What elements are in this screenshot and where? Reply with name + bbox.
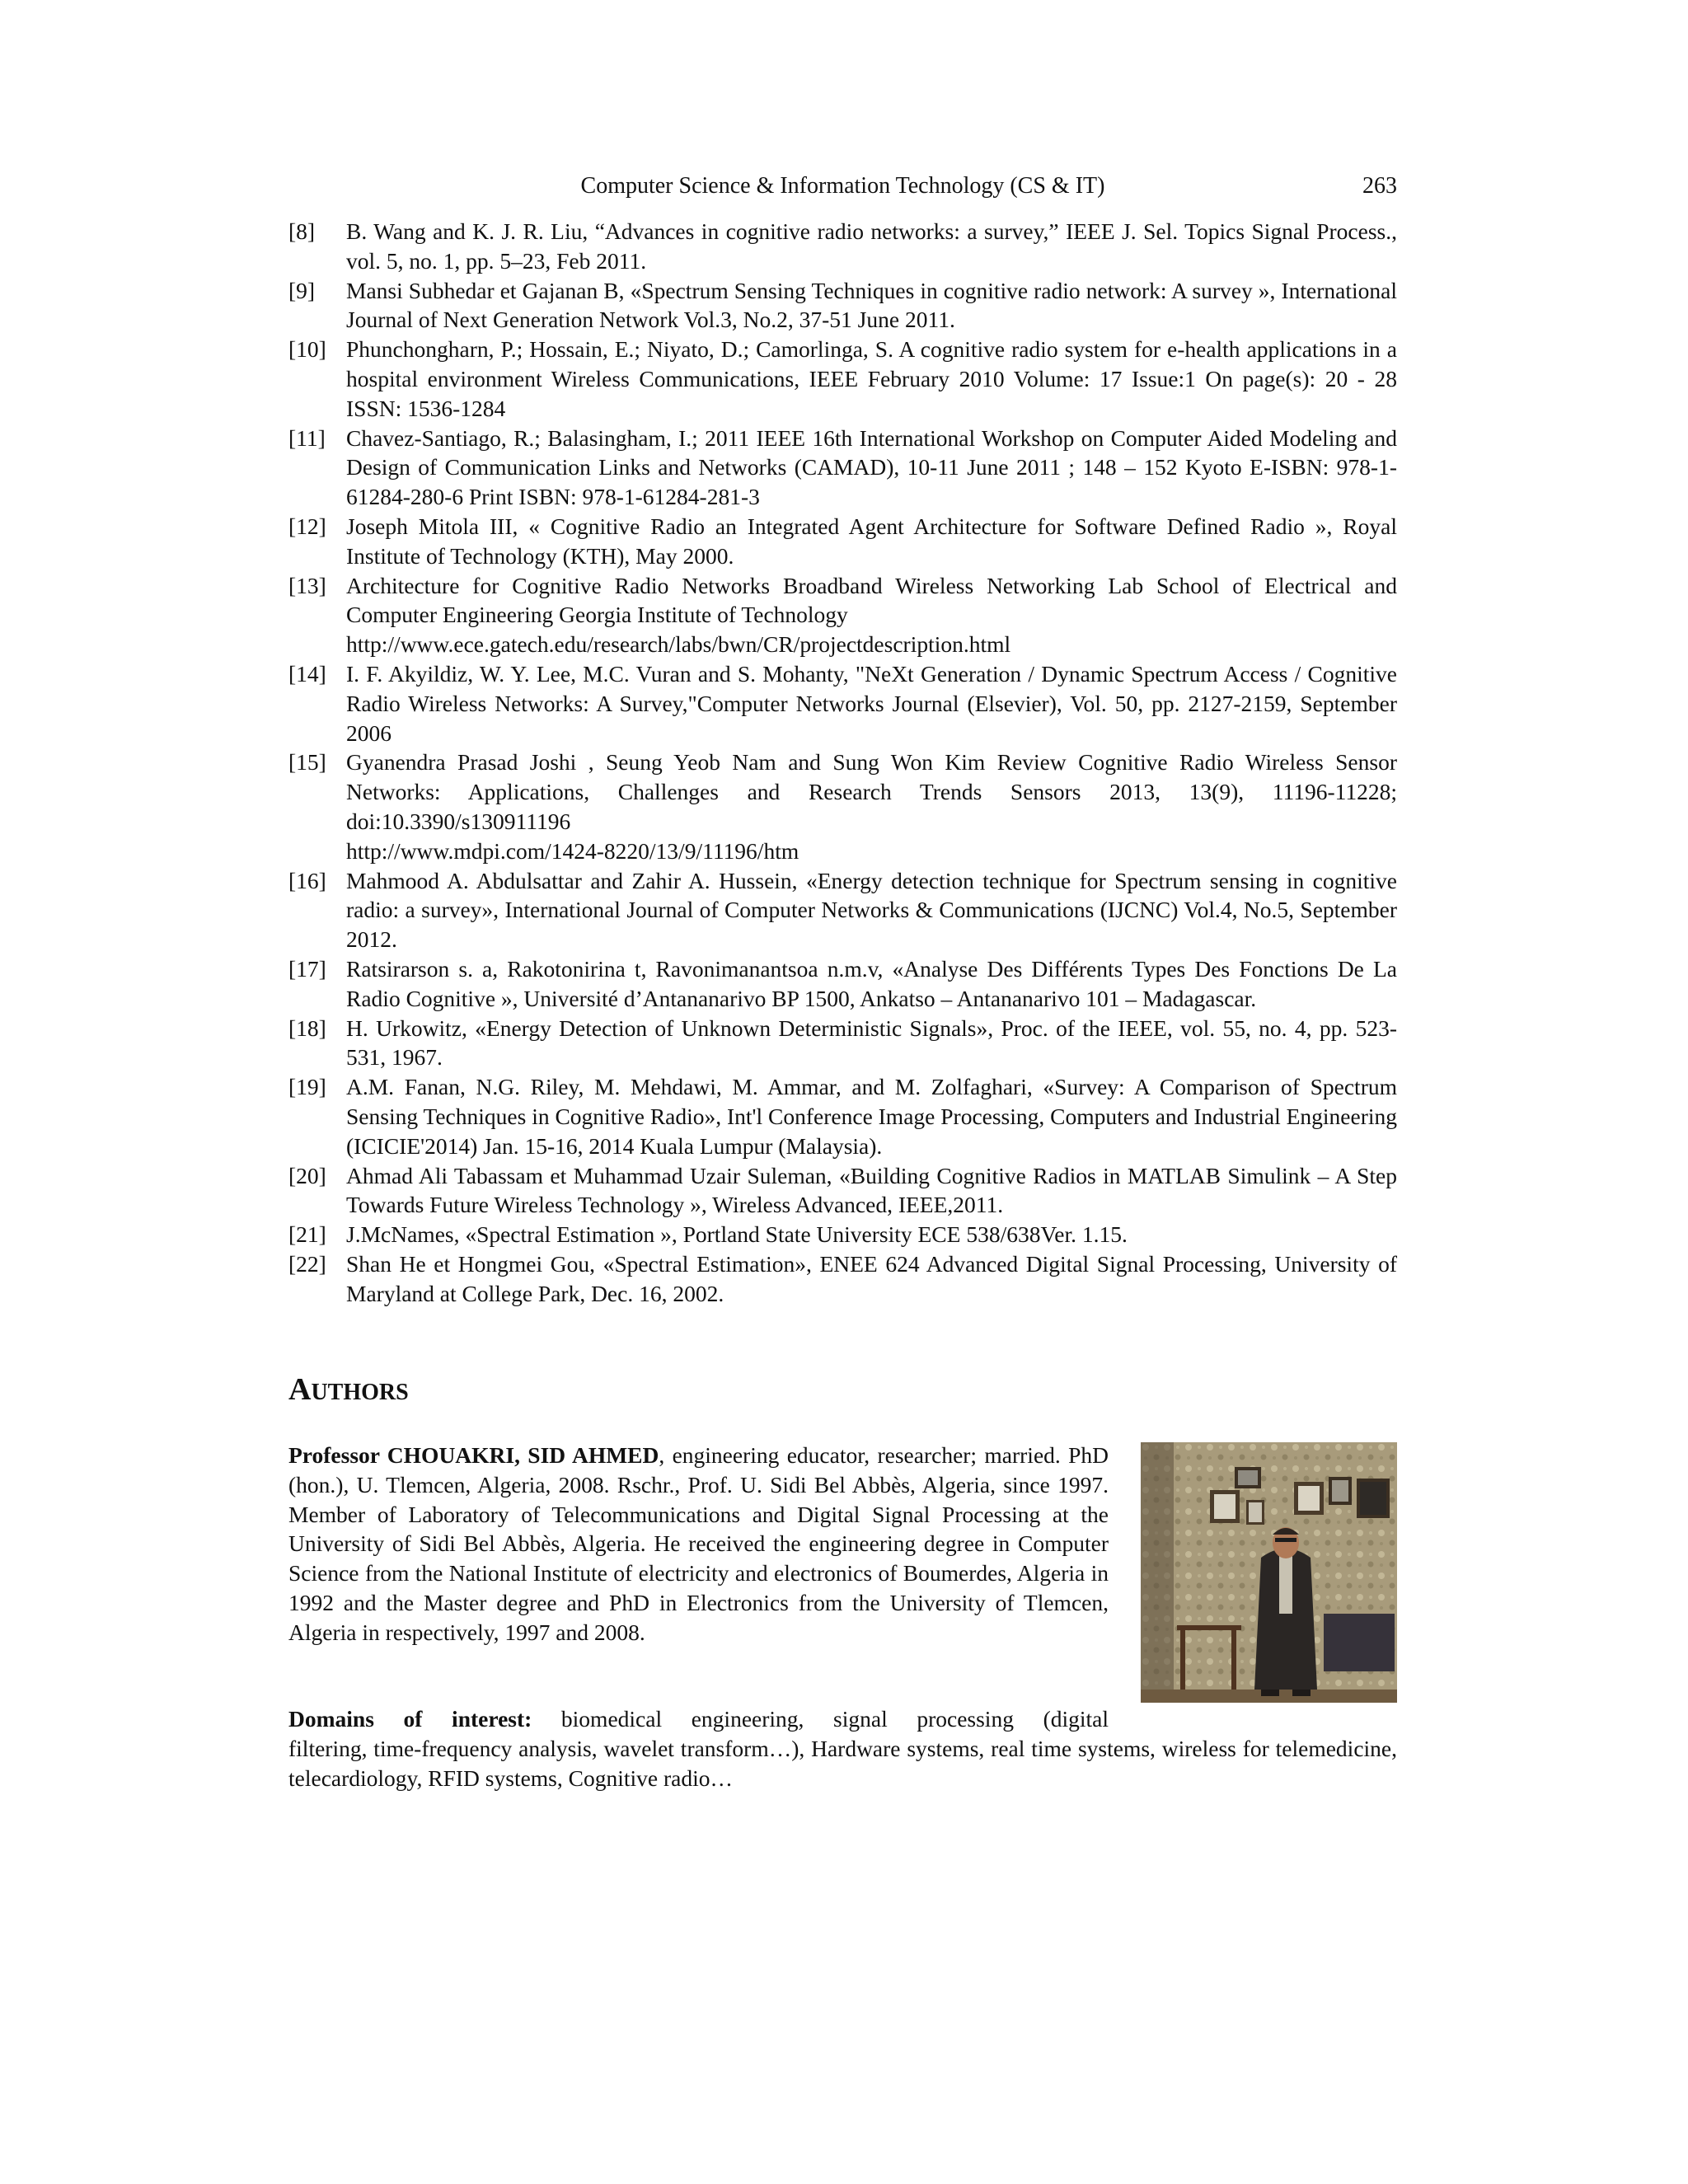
authors-heading-rest: UTHORS bbox=[311, 1380, 409, 1405]
reference-number: [11] bbox=[288, 424, 326, 451]
author-bio bbox=[288, 1441, 1109, 1647]
reference-text: Ahmad Ali Tabassam et Muhammad Uzair Suleman, «Building Cognitive Radios in MATLAB Simulink – A Step Towards Future Wireless Technology », Wireless Advanced, IEEE,2011. bbox=[346, 1162, 1397, 1218]
reference-entry bbox=[288, 424, 1397, 512]
reference-text: Phunchongharn, P.; Hossain, E.; Niyato, D.; Camorlinga, S. A cognitive radio system for e-health applications in a hospital environment Wireless Communications, IEEE February 2010 Volume: 17 Issue:1 On page(s): 20 - 28 ISSN: 1536-1284 bbox=[346, 336, 1397, 421]
reference-number: [12] bbox=[288, 513, 326, 539]
domains-of-interest bbox=[288, 1704, 1397, 1793]
reference-text: Joseph Mitola III, « Cognitive Radio an Integrated Agent Architecture for Software Defined Radio », Royal Institute of Technology (KTH), May 2000. bbox=[346, 513, 1397, 569]
reference-entry bbox=[288, 748, 1397, 865]
reference-number: [16] bbox=[288, 867, 326, 893]
reference-entry bbox=[288, 866, 1397, 954]
reference-text: A.M. Fanan, N.G. Riley, M. Mehdawi, M. Ammar, and M. Zolfaghari, «Survey: A Comparison of Spectrum Sensing Techniques in Cognitive Radio», Int'l Conference Image Processing, Computers and Industrial Engineering (ICICIE'2014) Jan. 15-16, 2014 Kuala Lumpur (Malaysia). bbox=[346, 1074, 1397, 1159]
reference-entry bbox=[288, 659, 1397, 748]
reference-number: [19] bbox=[288, 1074, 326, 1100]
domains-rest-text: filtering, time-frequency analysis, wavelet transform…), Hardware systems, real time systems, wireless for telemedicine, telecardiology, RFID systems, Cognitive radio… bbox=[288, 1735, 1397, 1791]
reference-entry bbox=[288, 512, 1397, 571]
author-photo bbox=[1141, 1442, 1397, 1703]
paper-page bbox=[288, 0, 1397, 2184]
reference-text: Ratsirarson s. a, Rakotonirina t, Ravonimanantsoa n.m.v, «Analyse Des Différents Types Des Fonctions De La Radio Cognitive », Université d’Antananarivo BP 1500, Ankatso – Antananarivo 101 – Madagascar. bbox=[346, 955, 1397, 1011]
reference-entry bbox=[288, 1072, 1397, 1160]
reference-entry bbox=[288, 1249, 1397, 1309]
reference-text: Gyanendra Prasad Joshi , Seung Yeob Nam and Sung Won Kim Review Cognitive Radio Wireless Sensor Networks: Applications, Challenges and Research Trends Sensors 2013, 13(9), 11196-11228; doi:10.3390/s130911196 bbox=[346, 749, 1397, 834]
reference-entry bbox=[288, 1220, 1397, 1249]
reference-number: [14] bbox=[288, 660, 326, 687]
reference-text: Mansi Subhedar et Gajanan B, «Spectrum Sensing Techniques in cognitive radio network: A survey », International Journal of Next Generation Network Vol.3, No.2, 37-51 June 2011. bbox=[346, 277, 1397, 333]
reference-text: Chavez-Santiago, R.; Balasingham, I.; 2011 IEEE 16th International Workshop on Computer Aided Modeling and Design of Communication Links and Networks (CAMAD), 10-11 June 2011 ; 148 – 152 Kyoto E-ISBN: 978-1-61284-280-6 Print ISBN: 978-1-61284-281-3 bbox=[346, 424, 1397, 510]
authors-heading-initial: A bbox=[288, 1372, 312, 1407]
reference-number: [21] bbox=[288, 1221, 326, 1248]
reference-entry bbox=[288, 954, 1397, 1014]
reference-number: [20] bbox=[288, 1162, 326, 1188]
reference-number: [10] bbox=[288, 336, 326, 363]
domains-first-line bbox=[288, 1704, 1109, 1734]
reference-entry bbox=[288, 335, 1397, 423]
reference-entry bbox=[288, 1014, 1397, 1073]
reference-text: B. Wang and K. J. R. Liu, “Advances in cognitive radio networks: a survey,” IEEE J. Sel. Topics Signal Process., vol. 5, no. 1, pp. 5–23, Feb 2011. bbox=[346, 218, 1397, 274]
reference-number: [13] bbox=[288, 572, 326, 598]
reference-text: Shan He et Hongmei Gou, «Spectral Estimation», ENEE 624 Advanced Digital Signal Processing, University of Maryland at College Park, Dec. 16, 2002. bbox=[346, 1250, 1397, 1306]
reference-number: [8] bbox=[288, 218, 316, 244]
reference-number: [18] bbox=[288, 1015, 326, 1041]
running-header bbox=[288, 170, 1397, 203]
reference-url[interactable]: http://www.ece.gatech.edu/research/labs/bwn/CR/projectdescription.html bbox=[346, 631, 1011, 658]
reference-entry bbox=[288, 571, 1397, 659]
reference-entry bbox=[288, 1161, 1397, 1221]
authors-heading bbox=[288, 1371, 409, 1412]
author-photo-image bbox=[1141, 1442, 1397, 1703]
reference-text: Mahmood A. Abdulsattar and Zahir A. Hussein, «Energy detection technique for Spectrum sensing in cognitive radio: a survey», International Journal of Computer Networks & Communications (IJCNC) Vol.4, No.5, September 2012. bbox=[346, 867, 1397, 953]
reference-text: Architecture for Cognitive Radio Networks Broadband Wireless Networking Lab School of Electrical and Computer Engineering Georgia Institute of Technology bbox=[346, 572, 1397, 628]
reference-number: [17] bbox=[288, 955, 326, 982]
reference-number: [15] bbox=[288, 749, 326, 776]
reference-entry bbox=[288, 217, 1397, 276]
reference-text: H. Urkowitz, «Energy Detection of Unknown Deterministic Signals», Proc. of the IEEE, vol. 55, no. 4, pp. 523-531, 1967. bbox=[346, 1015, 1397, 1071]
journal-title: Computer Science & Information Technology (CS & IT) bbox=[580, 173, 1105, 199]
reference-number: [9] bbox=[288, 277, 316, 303]
author-name: Professor CHOUAKRI, SID AHMED bbox=[288, 1442, 659, 1468]
reference-list bbox=[288, 217, 1397, 1308]
reference-url[interactable]: http://www.mdpi.com/1424-8220/13/9/11196/htm bbox=[346, 837, 799, 864]
reference-number: [22] bbox=[288, 1250, 326, 1277]
reference-text: J.McNames, «Spectral Estimation », Portland State University ECE 538/638Ver. 1.15. bbox=[346, 1221, 1128, 1248]
reference-entry bbox=[288, 276, 1397, 335]
page-number: 263 bbox=[1362, 173, 1397, 199]
reference-text: I. F. Akyildiz, W. Y. Lee, M.C. Vuran and S. Mohanty, "NeXt Generation / Dynamic Spectrum Access / Cognitive Radio Wireless Networks: A Survey,"Computer Networks Journal (Elsevier), Vol. 50, pp. 2127-2159, September 2006 bbox=[346, 660, 1397, 746]
domains-label: Domains of interest: bbox=[288, 1706, 532, 1732]
author-bio-text: , engineering educator, researcher; married. PhD (hon.), U. Tlemcen, Algeria, 2008. Rschr., Prof. U. Sidi Bel Abbès, Algeria, since 1997. Member of Laboratory of Telecommunications and Digital Signal Processing at the University of Sidi Bel Abbès, Algeria. He received the engineering degree in Computer Science from the National Institute of electricity and electronics of Boumerdes, Algeria in 1992 and the Master degree and PhD in Electronics from the University of Tlemcen, Algeria in respectively, 1997 and 2008. bbox=[288, 1442, 1109, 1645]
domains-first-text: biomedical engineering, signal processing (digital bbox=[560, 1706, 1109, 1732]
